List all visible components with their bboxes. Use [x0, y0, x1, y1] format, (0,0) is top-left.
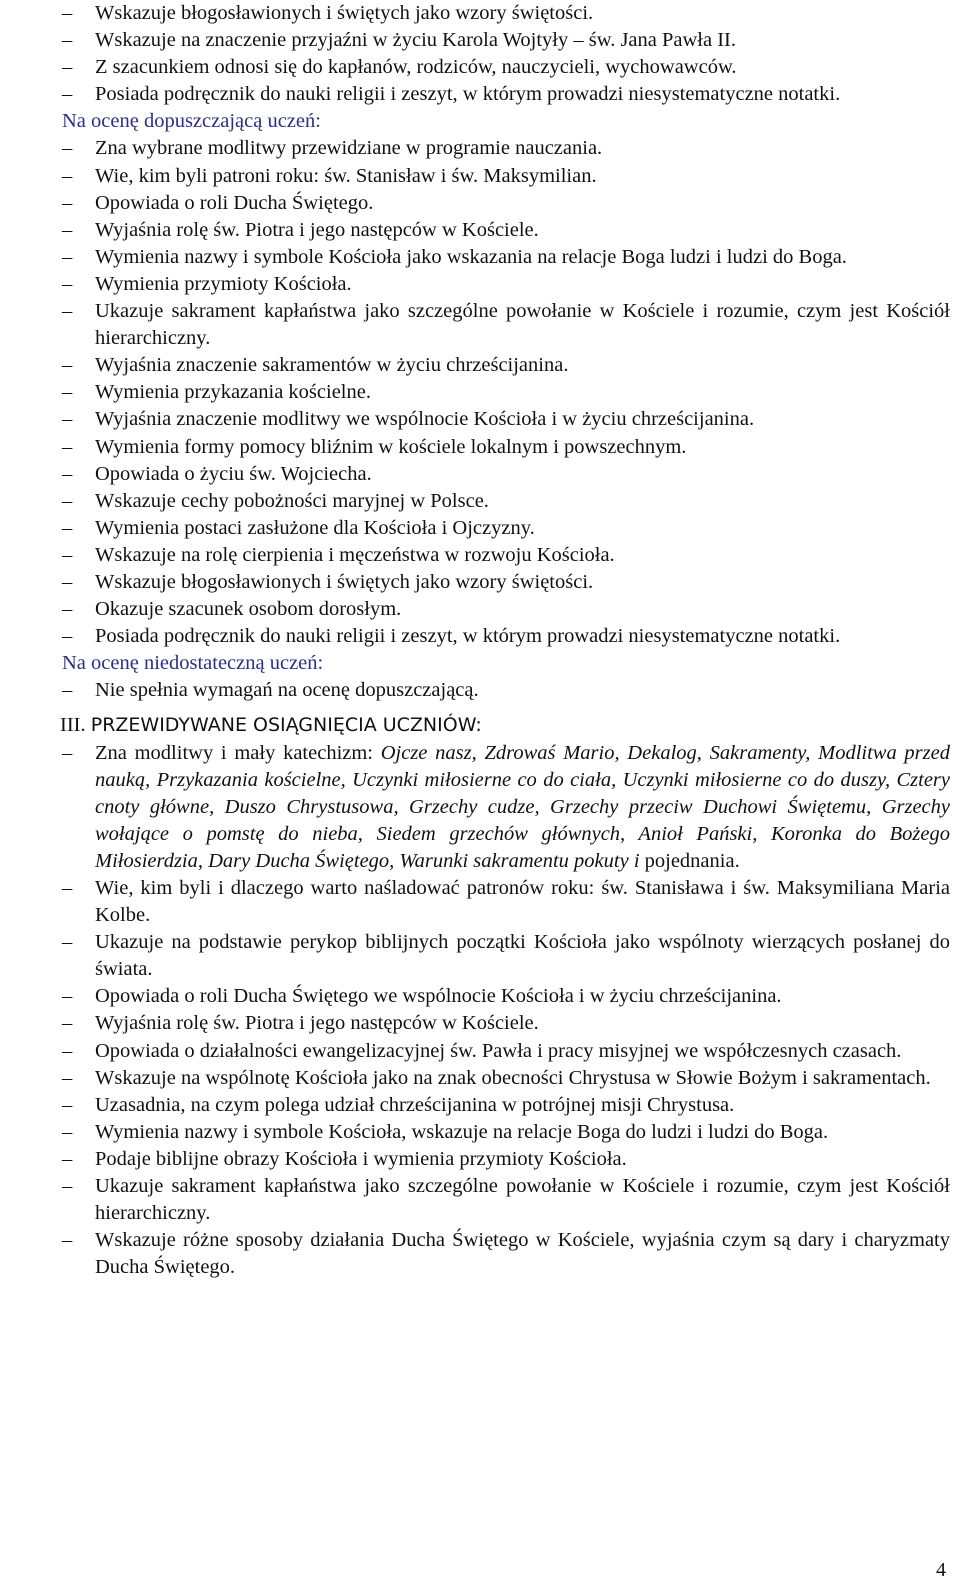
section-3-title: PRZEWIDYWANE OSIĄGNIĘCIA UCZNIÓW: — [90, 714, 482, 737]
dash-bullet: – — [62, 1120, 73, 1143]
list-item-text: Okazuje szacunek osobom dorosłym. — [95, 598, 402, 621]
list-item-text: Ukazuje sakrament kapłaństwa jako szczególne powołanie w Kościele i rozumie, czym jest Kościół hierarchiczny. — [95, 1175, 950, 1225]
list-item-text: Wskazuje na znaczenie przyjaźni w życiu Karola Wojtyły – św. Jana Pawła II. — [95, 29, 736, 52]
dash-bullet: – — [62, 29, 73, 52]
list-item — [62, 1010, 950, 1037]
list-item-text: Wymienia przykazania kościelne. — [95, 381, 371, 404]
list-item — [62, 298, 950, 352]
list-item — [62, 596, 950, 623]
list-item — [62, 54, 950, 81]
list-item — [62, 1227, 950, 1281]
dash-bullet: – — [62, 625, 73, 648]
dash-bullet: – — [62, 137, 73, 160]
list-item — [62, 542, 950, 569]
list-item-text: Wskazuje błogosławionych i świętych jako wzory świętości. — [95, 2, 594, 24]
list-item-text: Wymienia formy pomocy bliźnim w kościele lokalnym i powszechnym. — [95, 435, 687, 458]
dash-bullet: – — [62, 598, 73, 621]
list-item — [62, 929, 950, 983]
list-item-text: Uzasadnia, na czym polega udział chrześcijanina w potrójnej misji Chrystusa. — [95, 1093, 735, 1116]
dash-bullet: – — [62, 354, 73, 377]
list-item — [62, 1065, 950, 1092]
dash-bullet: – — [62, 679, 73, 702]
dash-bullet: – — [62, 741, 73, 764]
dash-bullet: – — [62, 272, 73, 295]
list-item-text: Ukazuje sakrament kapłaństwa jako szczególne powołanie w Kościele i rozumie, czym jest Kościół hierarchiczny. — [95, 300, 950, 350]
dash-bullet: – — [62, 462, 73, 485]
list-item-text: Wie, kim byli patroni roku: św. Stanisław i św. Maksymilian. — [95, 164, 597, 187]
list-section3 — [62, 875, 950, 1281]
list-item-text: Wyjaśnia rolę św. Piotra i jego następców w Kościele. — [95, 218, 539, 241]
list-item-text: Opowiada o roli Ducha Świętego. — [95, 191, 374, 214]
list-item-text: Wyjaśnia znaczenie sakramentów w życiu chrześcijanina. — [95, 354, 569, 377]
list-item-text: Opowiada o roli Ducha Świętego we wspólnocie Kościoła i w życiu chrześcijanina. — [95, 985, 782, 1008]
list-item — [62, 623, 950, 650]
list-item — [62, 1119, 950, 1146]
document-page — [62, 0, 950, 1281]
list-item-text: Wskazuje różne sposoby działania Ducha Świętego w Kościele, wyjaśnia czym są dary i charyzmaty Ducha Świętego. — [95, 1229, 950, 1279]
list-item — [62, 677, 950, 704]
list-item — [62, 244, 950, 271]
dash-bullet: – — [62, 543, 73, 566]
list-item-text: Z szacunkiem odnosi się do kapłanów, rodziców, nauczycieli, wychowawców. — [95, 56, 737, 79]
dash-bullet: – — [62, 408, 73, 431]
heading-niedostateczna: Na ocenę niedostateczną uczeń: — [62, 652, 324, 675]
list-item — [62, 0, 950, 27]
list-top — [62, 0, 950, 108]
dash-bullet: – — [62, 570, 73, 593]
list-item — [62, 217, 950, 244]
dash-bullet: – — [62, 516, 73, 539]
dash-bullet: – — [62, 56, 73, 79]
list-item-text: Wymienia postaci zasłużone dla Kościoła i Ojczyzny. — [95, 516, 535, 539]
dash-bullet: – — [62, 2, 73, 24]
dash-bullet: – — [62, 1175, 73, 1198]
list-item — [62, 163, 950, 190]
dash-bullet: – — [62, 877, 73, 899]
list-item — [62, 271, 950, 298]
first-suffix: pojednania. — [644, 849, 740, 872]
page-number: 4 — [936, 1559, 946, 1581]
list-item — [62, 81, 950, 108]
list-item-text: Wyjaśnia znaczenie modlitwy we wspólnocie Kościoła i w życiu chrześcijanina. — [95, 408, 755, 431]
list-item-text: Wskazuje cechy pobożności maryjnej w Polsce. — [95, 489, 489, 512]
list-item — [62, 379, 950, 406]
list-item — [62, 434, 950, 461]
list-item-text: Opowiada o życiu św. Wojciecha. — [95, 462, 372, 485]
list-dopuszczajaca — [62, 135, 950, 650]
dash-bullet: – — [62, 489, 73, 512]
dash-bullet: – — [62, 1066, 73, 1089]
dash-bullet: – — [62, 1039, 73, 1062]
list-item-text: Ukazuje na podstawie perykop biblijnych początki Kościoła jako wspólnoty wierzących posłanej do świata. — [95, 931, 950, 981]
list-item — [62, 515, 950, 542]
list-item-text: Posiada podręcznik do nauki religii i zeszyt, w którym prowadzi niesystematyczne notatki. — [95, 83, 841, 106]
list-item-text: Wie, kim byli i dlaczego warto naśladować patronów roku: św. Stanisława i św. Maksymiliana Maria Kolbe. — [95, 877, 950, 927]
list-item — [62, 1038, 950, 1065]
list-item-section3-first — [62, 740, 950, 875]
list-item-text: Nie spełnia wymagań na ocenę dopuszczającą. — [95, 679, 479, 702]
dash-bullet: – — [62, 1012, 73, 1035]
dash-bullet: – — [62, 191, 73, 214]
list-item-text: Wyjaśnia rolę św. Piotra i jego następców w Kościele. — [95, 1012, 539, 1035]
list-item-text: Podaje biblijne obrazy Kościoła i wymienia przymioty Kościoła. — [95, 1147, 627, 1170]
section-3-number: III. — [60, 714, 86, 737]
list-item-text: Wymienia przymioty Kościoła. — [95, 272, 352, 295]
dash-bullet: – — [62, 931, 73, 954]
dash-bullet: – — [62, 1229, 73, 1252]
list-item — [62, 488, 950, 515]
list-item-text: Zna wybrane modlitwy przewidziane w programie nauczania. — [95, 137, 603, 160]
dash-bullet: – — [62, 381, 73, 404]
list-item — [62, 352, 950, 379]
list-item — [62, 461, 950, 488]
dash-bullet: – — [62, 985, 73, 1008]
list-item — [62, 406, 950, 433]
dash-bullet: – — [62, 1093, 73, 1116]
dash-bullet: – — [62, 300, 73, 323]
list-item-text: Wskazuje na wspólnotę Kościoła jako na znak obecności Chrystusa w Słowie Bożym i sakramentach. — [95, 1066, 931, 1089]
list-item-text: Opowiada o działalności ewangelizacyjnej św. Pawła i pracy misyjnej we współczesnych czasach. — [95, 1039, 902, 1062]
dash-bullet: – — [62, 164, 73, 187]
list-item-text: Wskazuje błogosławionych i świętych jako wzory świętości. — [95, 570, 594, 593]
list-item — [62, 983, 950, 1010]
heading-dopuszczajaca: Na ocenę dopuszczającą uczeń: — [62, 110, 321, 133]
list-item — [62, 1092, 950, 1119]
list-item — [62, 135, 950, 162]
dash-bullet: – — [62, 435, 73, 458]
list-item — [62, 190, 950, 217]
dash-bullet: – — [62, 245, 73, 268]
dash-bullet: – — [62, 1147, 73, 1170]
list-item-text: Wymienia nazwy i symbole Kościoła, wskazuje na relacje Boga do ludzi i ludzi do Boga. — [95, 1120, 829, 1143]
list-item-text: Wskazuje na rolę cierpienia i męczeństwa w rozwoju Kościoła. — [95, 543, 615, 566]
dash-bullet: – — [62, 83, 73, 106]
list-item — [62, 875, 950, 929]
section-3-heading — [60, 712, 950, 739]
list-item — [62, 1146, 950, 1173]
first-prefix: Zna modlitwy i mały katechizm: — [95, 741, 381, 764]
list-item-text: Posiada podręcznik do nauki religii i zeszyt, w którym prowadzi niesystematyczne notatki. — [95, 625, 841, 648]
list-item — [62, 27, 950, 54]
list-niedostateczna — [62, 677, 950, 704]
list-item — [62, 1173, 950, 1227]
dash-bullet: – — [62, 218, 73, 241]
list-item-text: Wymienia nazwy i symbole Kościoła jako wskazania na relacje Boga ludzi i ludzi do Boga. — [95, 245, 847, 268]
first-italic: Ojcze nasz, Zdrowaś Mario, Dekalog, Sakramenty, Modlitwa przed nauką, Przykazania kościelne, Uczynki miłosierne co do ciała, Uczynki miłosierne co do duszy, Cztery cnoty główne, Duszo Chrystusowa, Grzechy cudze, Grzechy przeciw Duchowi Świętemu, Grzechy wołające o pomstę do nieba, Siedem grzechów głównych, Anioł Pański, Koronka do Bożego Miłosierdzia, Dary Ducha Świętego, Warunki sakramentu pokuty i — [95, 741, 950, 872]
list-item — [62, 569, 950, 596]
